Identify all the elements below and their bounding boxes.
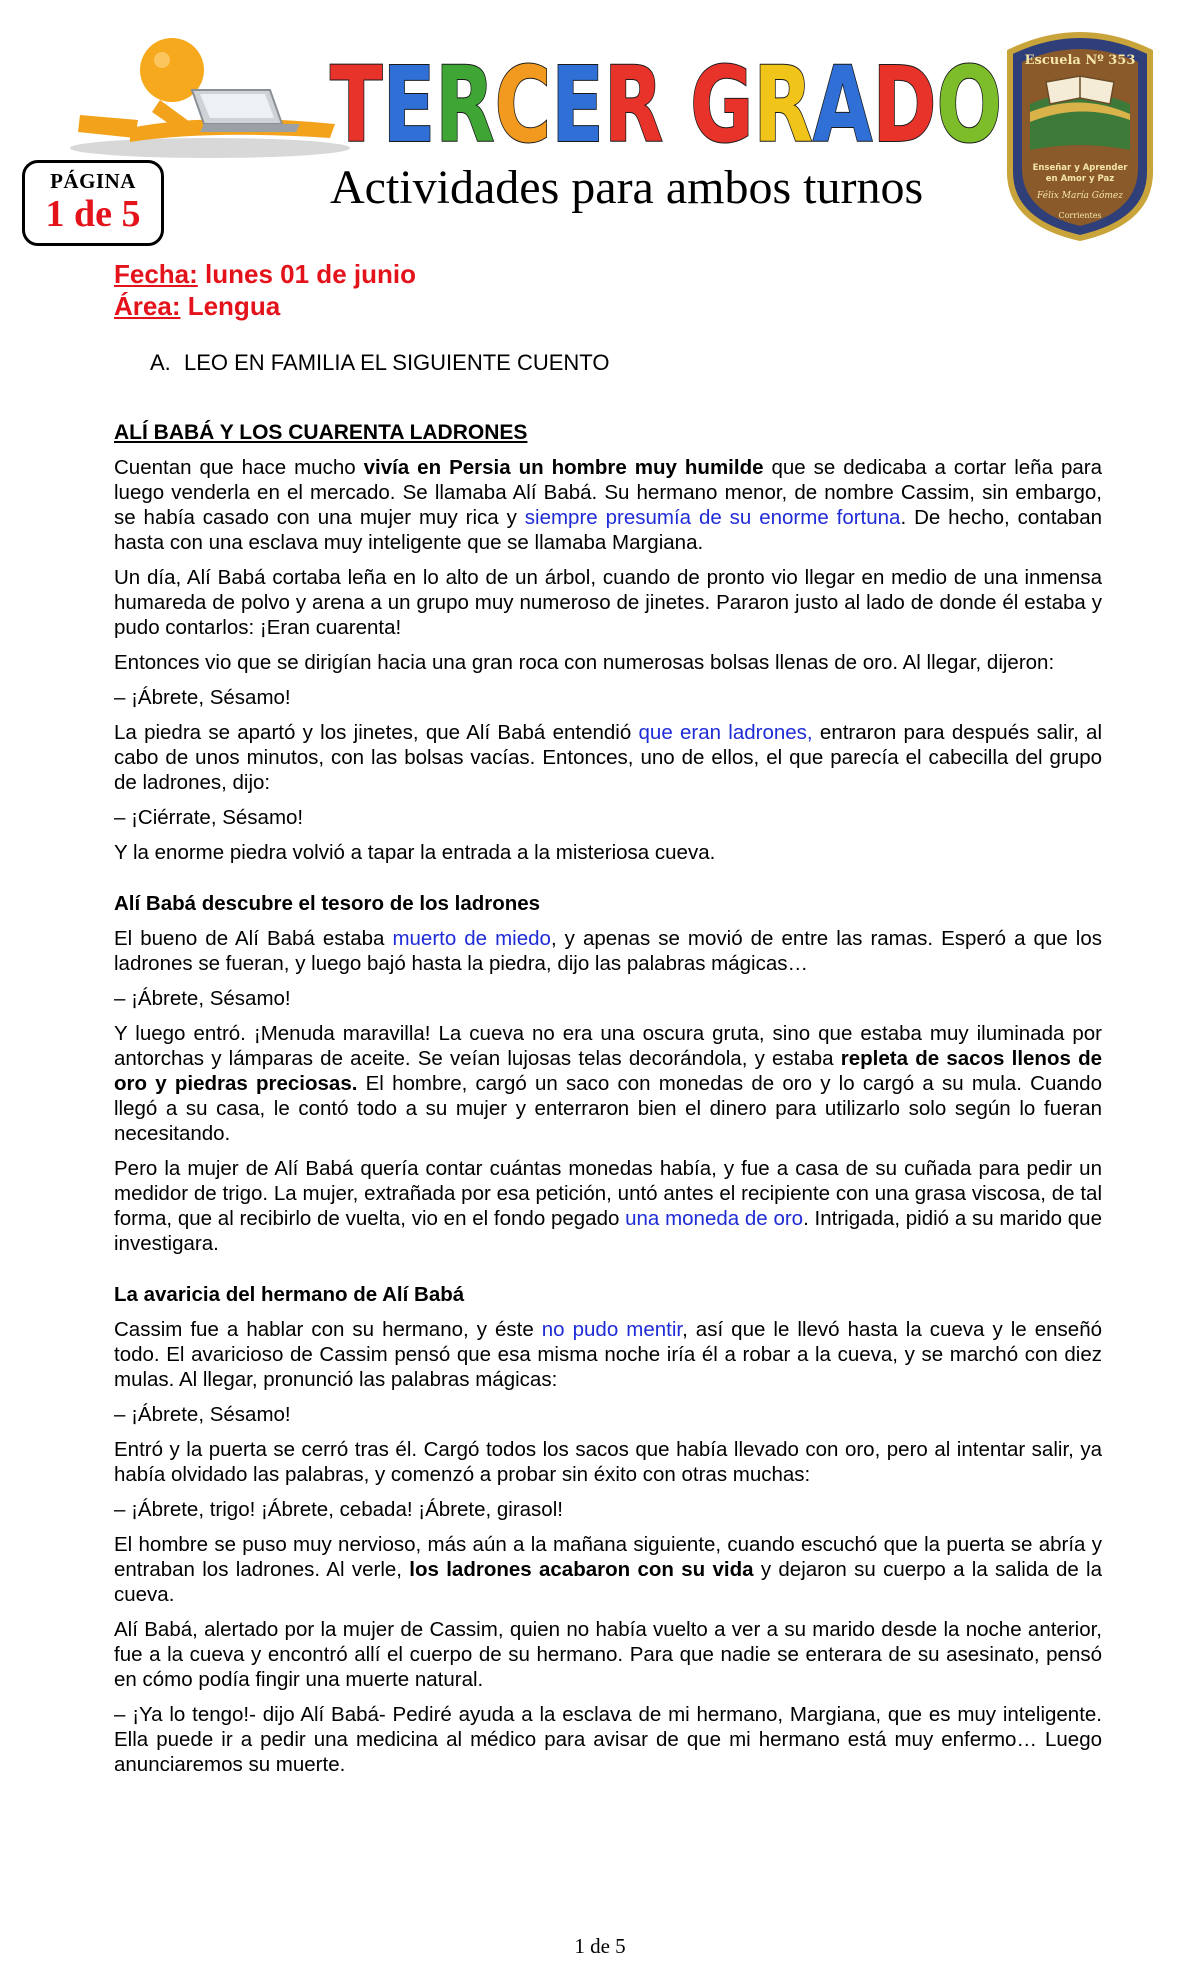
banner-letter	[663, 44, 690, 166]
svg-text:Enseñar y Aprender: Enseñar y Aprender	[1032, 163, 1128, 173]
page-counter-value: 1 de 5	[45, 193, 141, 235]
page-counter-box	[22, 160, 164, 246]
paragraph: Un día, Alí Babá cortaba leña en lo alto de un árbol, cuando de pronto vio llegar en medio de una inmensa humareda de polvo y arena a un grupo muy numeroso de jinetes. Pararon justo al lado de donde él estaba y pudo contarlos: ¡Eran cuarenta!	[114, 566, 1102, 639]
section-letter: A.	[150, 350, 171, 375]
svg-text:en Amor y Paz: en Amor y Paz	[1045, 174, 1115, 184]
banner-letter: R	[603, 44, 684, 166]
page-subtitle: Actividades para ambos turnos	[330, 161, 924, 214]
dialogue-line: – ¡Ábrete, Sésamo!	[114, 987, 291, 1010]
story-body	[114, 420, 1102, 1787]
paragraph: El bueno de Alí Babá estaba muerto de miedo, y apenas se movió de entre las ramas. Esperó a que los ladrones se fueran, y luego bajó hasta la piedra, dijo las palabras mágicas…	[114, 927, 1102, 975]
paragraph: Y luego entró. ¡Menuda maravilla! La cueva no era una oscura gruta, sino que estaba muy iluminada por antorchas y lámparas de aceite. Se veían lujosas telas decorándola, y estaba repleta de sacos llenos de oro y piedras preciosas. El hombre, cargó un saco con monedas de oro y lo cargó a su mula. Cuando llegó a su casa, le contó todo a su mujer y enterraron bien el dinero para utilizarlo solo según lo fueran necesitando.	[114, 1022, 1102, 1145]
area-label: Área:	[114, 291, 181, 321]
school-crest-logo	[1000, 22, 1160, 242]
banner-letter: C	[494, 44, 571, 166]
highlight-blue: que eran ladrones,	[638, 721, 813, 744]
section-title: LEO EN FAMILIA EL SIGUIENTE CUENTO	[184, 350, 610, 375]
emphasis-bold: repleta de sacos llenos de oro y piedras preciosas.	[114, 1047, 1102, 1095]
banner-letter: E	[551, 44, 623, 166]
highlight-blue: no pudo mentir	[541, 1318, 683, 1341]
dialogue-line: – ¡Ábrete, Sésamo!	[114, 1403, 291, 1426]
banner-letter: A	[812, 44, 894, 166]
paragraph: Cassim fue a hablar con su hermano, y éste no pudo mentir, así que le llevó hasta la cueva y le enseñó todo. El avaricioso de Cassim pensó que esa misma noche iría él a robar a la cueva, y se marchó con diez mulas. Al llegar, pronunció las palabras mágicas:	[114, 1318, 1102, 1391]
area-value: Lengua	[180, 291, 281, 321]
subheading: La avaricia del hermano de Alí Babá	[114, 1283, 465, 1306]
page-counter-label: PÁGINA	[50, 169, 136, 193]
svg-text:Félix María Gómez: Félix María Gómez	[1037, 191, 1123, 201]
svg-text:TERCER GRADO	[330, 44, 1025, 166]
document-header	[0, 0, 1200, 250]
highlight-blue: muerto de miedo	[392, 927, 551, 950]
mascot-reading-laptop-illustration	[60, 20, 360, 160]
banner-letter: O	[936, 44, 1025, 166]
banner-letter: R	[435, 44, 516, 166]
paragraph: El hombre se puso muy nervioso, más aún a la mañana siguiente, cuando escuchó que la puerta se abría y entraban los ladrones. Al verle, los ladrones acabaron con su vida y dejaron su cuerpo a la salida de la cueva.	[114, 1533, 1103, 1606]
dialogue-line: – ¡Ciérrate, Sésamo!	[114, 806, 304, 829]
banner-letter: G	[690, 44, 776, 166]
area-line	[114, 290, 416, 322]
story-title: ALÍ BABÁ Y LOS CUARENTA LADRONES	[114, 421, 528, 444]
highlight-blue: una moneda de oro	[625, 1207, 804, 1230]
date-label: Fecha:	[114, 259, 198, 289]
paragraph: Pero la mujer de Alí Babá quería contar cuántas monedas había, y fue a casa de su cuñada para pedir un medidor de trigo. La mujer, extrañada por esa petición, untó antes el recipiente con una grasa viscosa, de tal forma, que al recibirlo de vuelta, vio en el fondo pegado una moneda de oro. Intrigada, pidió a su marido que investigara.	[114, 1157, 1102, 1255]
banner-letter: E	[382, 44, 454, 166]
paragraph: Entonces vio que se dirigían hacia una gran roca con numerosas bolsas llenas de oro. Al llegar, dijeron:	[114, 651, 1055, 674]
section-a-heading	[150, 350, 609, 376]
title-banner	[330, 44, 1025, 166]
emphasis-bold: vivía en Persia un hombre muy humilde	[363, 456, 764, 479]
subheading: Alí Babá descubre el tesoro de los ladrones	[114, 892, 541, 915]
date-value: lunes 01 de junio	[197, 259, 416, 289]
svg-text:Corrientes: Corrientes	[1058, 211, 1102, 220]
lesson-meta	[114, 258, 416, 322]
banner-letter: D	[872, 44, 959, 166]
dialogue-line: – ¡Ábrete, trigo! ¡Ábrete, cebada! ¡Ábrete, girasol!	[114, 1498, 563, 1521]
page-footer-number: 1 de 5	[574, 1934, 626, 1958]
banner-letter: T	[330, 44, 401, 166]
paragraph: La piedra se apartó y los jinetes, que Alí Babá entendió que eran ladrones, entraron para después salir, al cabo de unos minutos, con las bolsas vacías. Entonces, uno de ellos, el que parecía el cabecilla del grupo de ladrones, dijo:	[114, 721, 1103, 794]
highlight-blue: siempre presumía de su enorme fortuna	[524, 506, 901, 529]
paragraph: – ¡Ya lo tengo!- dijo Alí Babá- Pediré ayuda a la esclava de mi hermano, Margiana, que es muy inteligente. Ella puede ir a pedir una medicina al médico para avisar de que mi hermano está muy enfermo… Luego anunciaremos su muerte.	[114, 1703, 1102, 1776]
svg-text:Escuela Nº 353: Escuela Nº 353	[1024, 53, 1136, 68]
paragraph: Cuentan que hace mucho vivía en Persia un hombre muy humilde que se dedicaba a cortar leña para luego venderla en el mercado. Se llamaba Alí Babá. Su hermano menor, de nombre Cassim, sin embargo, se había casado con una mujer muy rica y siempre presumía de su enorme fortuna. De hecho, contaban hasta con una esclava muy inteligente que se llamaba Margiana.	[114, 456, 1102, 554]
banner-letter: R	[753, 44, 834, 166]
date-line	[114, 258, 416, 290]
paragraph: Alí Babá, alertado por la mujer de Cassim, quien no había vuelto a ver a su marido desde la noche anterior, fue a la cueva y encontró allí el cuerpo de su hermano. Para que nadie se enterara de su asesinato, pensó en cómo podía fingir una muerte natural.	[114, 1618, 1102, 1691]
paragraph: Entró y la puerta se cerró tras él. Cargó todos los sacos que había llevado con oro, pero al intentar salir, ya había olvidado las palabras, y comenzó a probar sin éxito con otras muchas:	[114, 1438, 1102, 1486]
emphasis-bold: los ladrones acabaron con su vida	[409, 1558, 754, 1581]
dialogue-line: – ¡Ábrete, Sésamo!	[114, 686, 291, 709]
paragraph: Y la enorme piedra volvió a tapar la entrada a la misteriosa cueva.	[114, 841, 716, 864]
